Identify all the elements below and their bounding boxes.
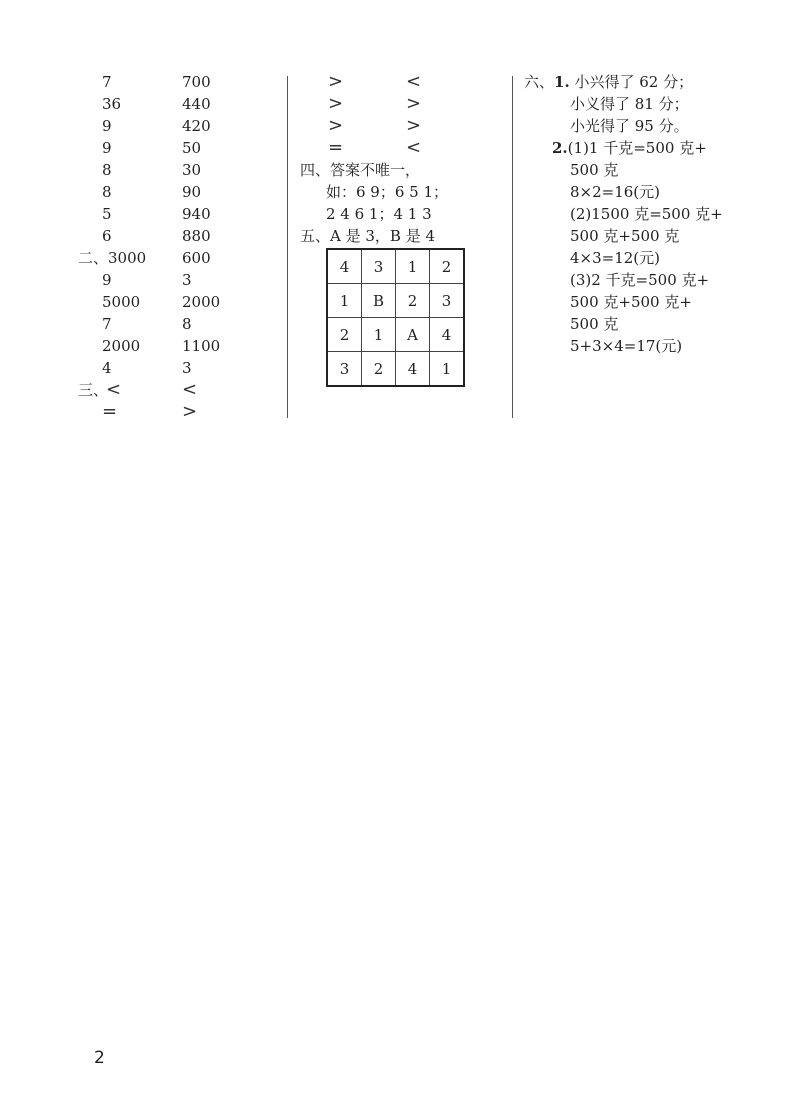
q2-line: 500 克+500 克+ bbox=[570, 293, 692, 311]
grid-cell: 4 bbox=[327, 249, 362, 284]
column-divider bbox=[512, 76, 513, 418]
grid-cell: 1 bbox=[327, 284, 362, 318]
section-4-line-1: 如：6 9；6 5 1； bbox=[326, 183, 449, 201]
q2-line: 500 克 bbox=[570, 315, 619, 333]
section-4-title: 四、答案不唯一， bbox=[300, 161, 421, 179]
q2-first-line: 2.(1)1 千克=500 克+ bbox=[552, 139, 707, 157]
grid-cell: 3 bbox=[362, 249, 396, 284]
question-number: 2. bbox=[552, 139, 568, 157]
grid-row bbox=[327, 284, 464, 318]
section-2-label: 二、 bbox=[78, 249, 109, 267]
question-number: 1. bbox=[554, 73, 570, 91]
q2-line: (2)1500 克=500 克+ bbox=[570, 205, 723, 223]
grid-row bbox=[327, 318, 464, 352]
grid-cell: 2 bbox=[362, 352, 396, 387]
grid-cell: 4 bbox=[396, 352, 430, 387]
grid-row bbox=[327, 352, 464, 387]
page-number: 2 bbox=[94, 1048, 105, 1068]
section-6-label: 六、 bbox=[524, 73, 555, 91]
q2-line: 4×3=12(元) bbox=[570, 249, 661, 267]
grid-cell: 2 bbox=[396, 284, 430, 318]
grid-cell: 4 bbox=[430, 318, 465, 352]
q2-line: 8×2=16(元) bbox=[570, 183, 661, 201]
q1-line: 小光得了 95 分。 bbox=[570, 117, 689, 135]
q2-line: 500 克 bbox=[570, 161, 619, 179]
grid-cell: 1 bbox=[362, 318, 396, 352]
column-divider bbox=[287, 76, 288, 418]
grid-cell: 1 bbox=[430, 352, 465, 387]
grid-cell: 2 bbox=[327, 318, 362, 352]
grid-cell: 2 bbox=[430, 249, 465, 284]
grid-cell: B bbox=[362, 284, 396, 318]
grid-cell: 3 bbox=[430, 284, 465, 318]
section-3-label: 三、 bbox=[78, 381, 109, 399]
section-6-q1-line: 六、1. 小兴得了 62 分； bbox=[524, 73, 694, 91]
grid-cell: 1 bbox=[396, 249, 430, 284]
q2-line: 5+3×4=17(元) bbox=[570, 337, 683, 355]
q2-line: (3)2 千克=500 克+ bbox=[570, 271, 710, 289]
q2-line: 500 克+500 克 bbox=[570, 227, 680, 245]
grid-row bbox=[327, 249, 464, 284]
section-5-title: 五、A 是 3，B 是 4 bbox=[300, 227, 436, 245]
section-4-line-2: 2 4 6 1；4 1 3 bbox=[326, 205, 432, 223]
number-grid bbox=[326, 248, 465, 387]
grid-cell: 3 bbox=[327, 352, 362, 387]
q1-line: 小义得了 81 分； bbox=[570, 95, 689, 113]
grid-cell: A bbox=[396, 318, 430, 352]
